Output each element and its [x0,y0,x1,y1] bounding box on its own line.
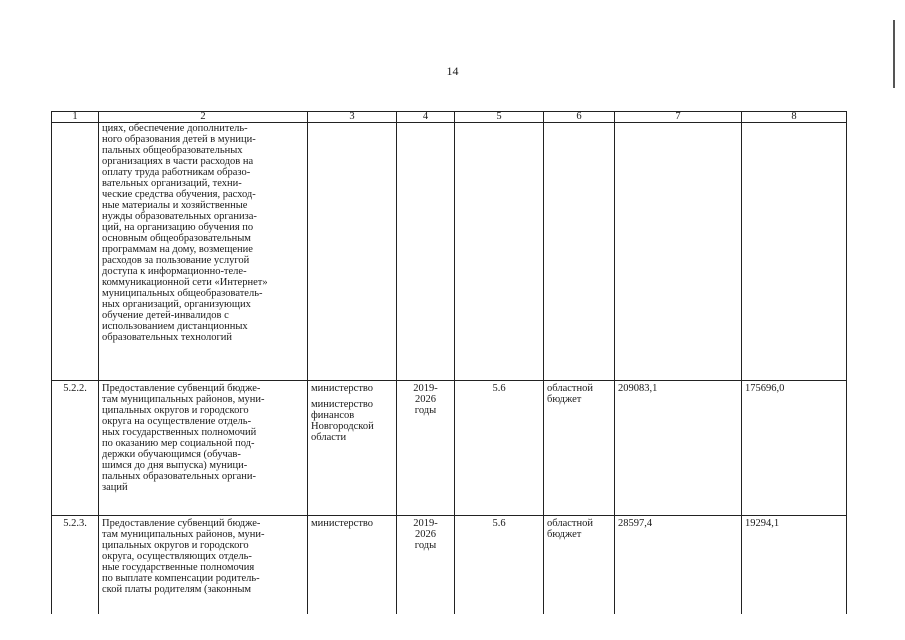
description-line: программам на дому, возмещение [102,244,253,255]
amount-value: 19294,1 [745,518,780,529]
header-cell: 2 [99,112,308,123]
description-line: шимся до дня выпуска) муници- [102,460,248,471]
source-line: бюджет [547,394,582,405]
cell-amount-8 [742,123,847,381]
years-line: 2019- [413,383,438,394]
description-line: по выплате компенсации родитель- [102,573,260,584]
cell-number [52,381,99,516]
description-line: образовательных технологий [102,332,232,343]
description-line: ской платы родителям (законным [102,584,252,595]
executor-line: Новгородской [311,421,374,432]
description-line: по оказанию мер социальной под- [102,438,255,449]
source-line: бюджет [547,529,582,540]
description-line: расходов за пользование услугой [102,255,250,266]
cell-source [544,123,615,381]
amount-value: 209083,1 [618,383,658,394]
row-number: 5.2.3. [63,518,87,529]
description-line: вательных организаций, техни- [102,178,242,189]
cell-amount-7 [615,516,742,615]
description-line: Предоставление субвенций бюдже- [102,383,261,394]
cell-description [99,381,308,516]
description-line: ных государственных полномочий [102,427,257,438]
years-line: 2026 [415,394,436,405]
description-line: ций, на организацию обучения по [102,222,254,233]
description-line: ные материалы и хозяйственные [102,200,248,211]
description-line: заций [102,482,128,493]
source-line: областной [547,518,593,529]
description-line: основным общеобразовательным [102,233,251,244]
description-line: организациях в части расходов на [102,156,254,167]
cell-amount-7 [615,123,742,381]
years-line: годы [414,540,437,551]
page-number: 14 [446,64,459,78]
cell-executor [308,123,397,381]
description-line: оплату труда работникам образо- [102,167,251,178]
cell-amount-7 [615,381,742,516]
description-line: там муниципальных районов, муни- [102,394,265,405]
description-line: там муниципальных районов, муни- [102,529,265,540]
description-line: округа на осуществление отдель- [102,416,252,427]
budget-table [51,111,847,614]
table-row [52,123,847,381]
description-line: пальных образовательных органи- [102,471,257,482]
executor-line: финансов [311,410,355,421]
years-line: годы [414,405,437,416]
description-line: ные государственные полномочия [102,562,255,573]
header-cell: 6 [544,112,615,123]
description-line: циях, обеспечение дополнитель- [102,123,248,134]
description-line: Предоставление субвенций бюдже- [102,518,261,529]
cell-source [544,381,615,516]
description-line: ческие средства обучения, расход- [102,189,256,200]
header-cell: 5 [455,112,544,123]
cell-description [99,516,308,615]
description-line: доступа к информационно-теле- [102,266,247,277]
description-line: округа, осуществляющих отдель- [102,551,252,562]
years-line: 2019- [413,518,438,529]
cell-years [397,381,455,516]
description-line: ципальных округов и городского [102,405,249,416]
description-line: муниципальных общеобразователь- [102,288,263,299]
description-line: использованием дистанционных [102,321,248,332]
row-number: 5.2.2. [63,383,87,394]
description-line: нужды образовательных организа- [102,211,257,222]
indicator-value: 5.6 [492,518,506,529]
cell-executor [308,381,397,516]
amount-value: 175696,0 [745,383,785,394]
cell-indicator [455,381,544,516]
header-cell: 7 [615,112,742,123]
executor-line: министерство [311,399,374,410]
header-cell: 8 [742,112,847,123]
cell-number [52,123,99,381]
description-line: ципальных округов и городского [102,540,249,551]
description-line: ных организаций, организующих [102,299,251,310]
executor-line: области [311,432,347,443]
cell-indicator [455,123,544,381]
years-line: 2026 [415,529,436,540]
table-row [52,516,847,615]
description-line: ного образования детей в муници- [102,134,256,145]
description-line: обучение детей-инвалидов с [102,310,229,321]
executor-line: министерство [311,518,374,529]
description-line: коммуникационной сети «Интернет» [102,277,268,288]
executor-line: министерство [311,383,374,394]
cell-source [544,516,615,615]
cell-amount-8 [742,381,847,516]
amount-value: 28597,4 [618,518,653,529]
description-line: держки обучающимся (обучав- [102,449,241,460]
table-row [52,381,847,516]
description-line: пальных общеобразовательных [102,145,243,156]
cell-number [52,516,99,615]
cell-description [99,123,308,381]
header-cell: 1 [52,112,99,123]
source-line: областной [547,383,593,394]
cell-executor [308,516,397,615]
header-row [52,112,847,123]
cell-years [397,516,455,615]
header-cell: 4 [397,112,455,123]
cell-amount-8 [742,516,847,615]
cell-indicator [455,516,544,615]
indicator-value: 5.6 [492,383,506,394]
header-cell: 3 [308,112,397,123]
cell-years [397,123,455,381]
